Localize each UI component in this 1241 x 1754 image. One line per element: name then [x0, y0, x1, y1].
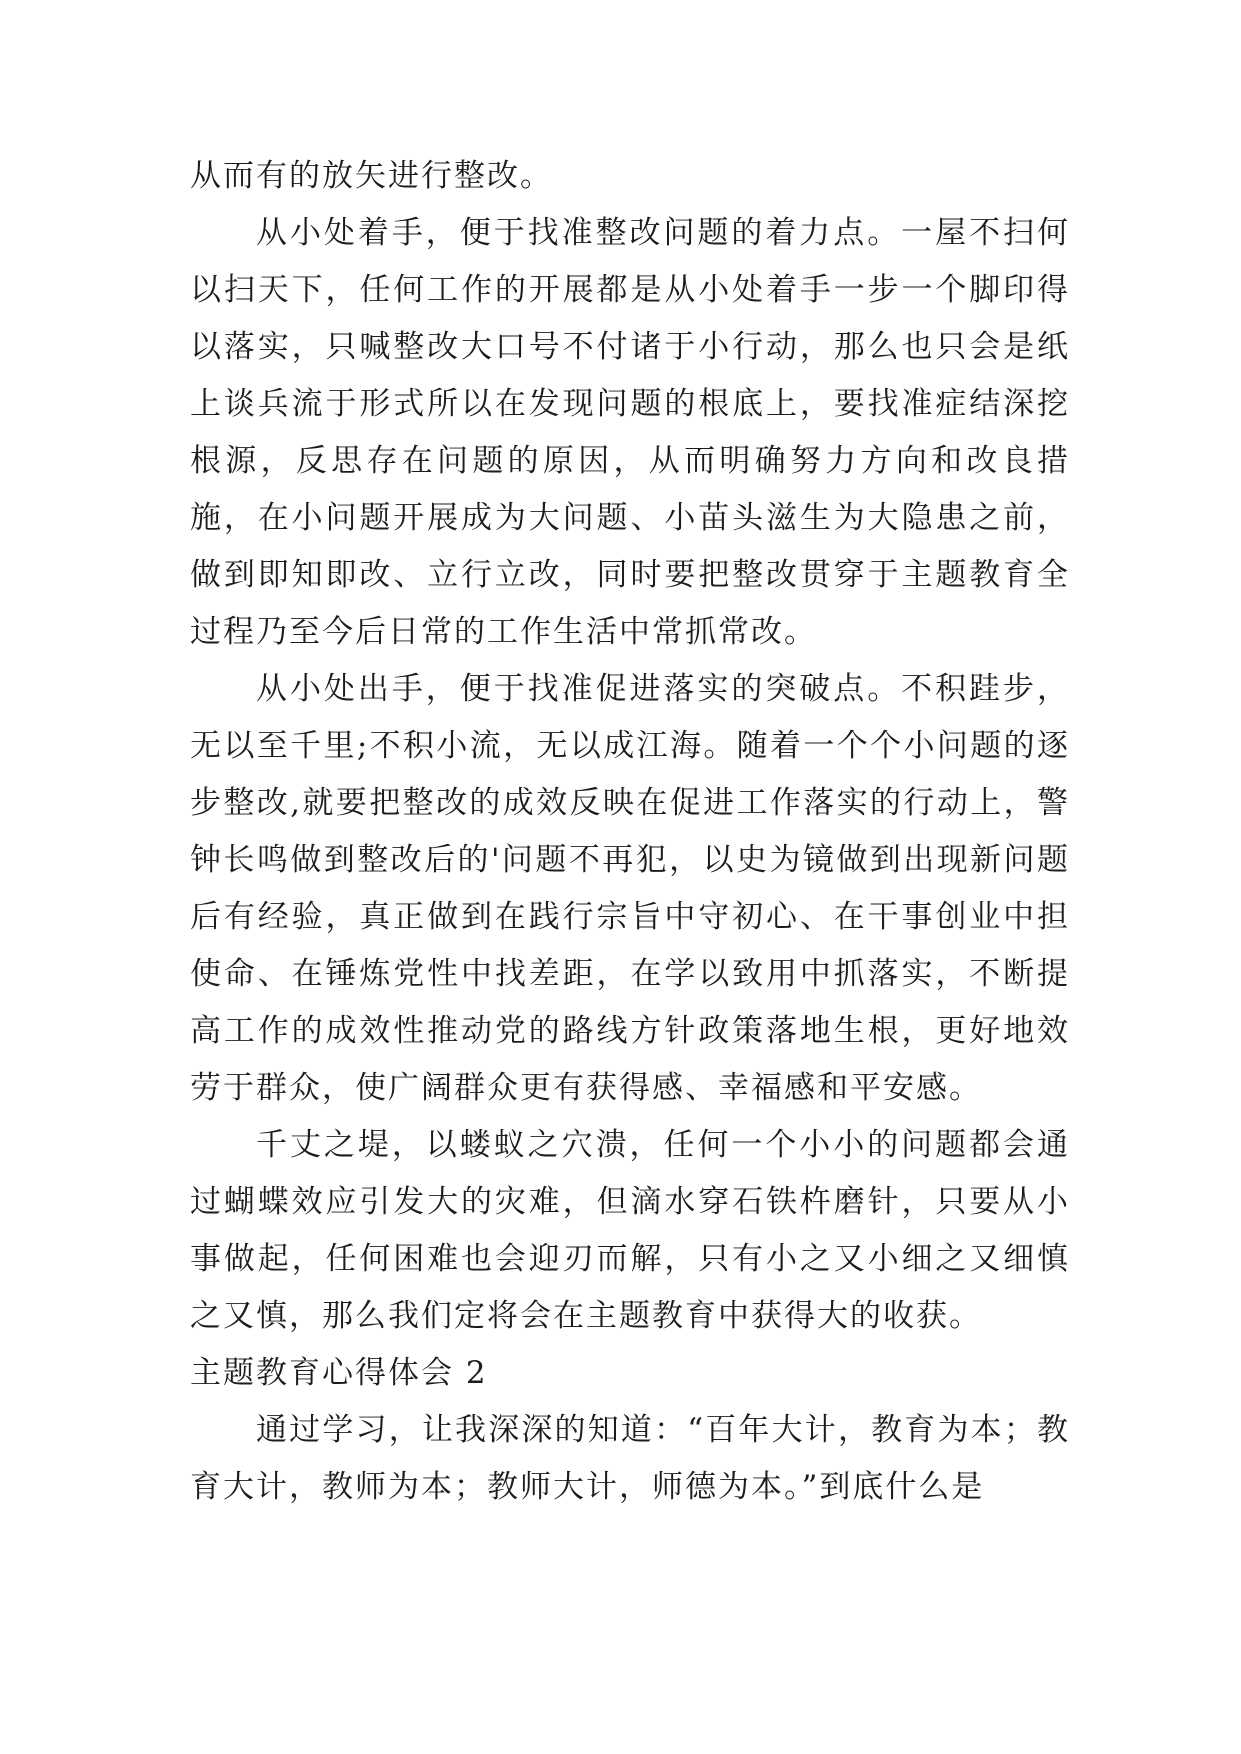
- paragraph-start-small: 从小处着手，便于找准整改问题的着力点。一屋不扫何以扫天下，任何工作的开展都是从小处着手一步一个脚印得以落实，只喊整改大口号不付诸于小行动，那么也只会是纸上谈兵流于形式所以在发现问题的根底上，要找准症结深挖根源，反思存在问题的原因，从而明确努力方向和改良措施，在小问题开展成为大问题、小苗头滋生为大隐患之前，做到即知即改、立行立改，同时要把整改贯穿于主题教育全过程乃至今后日常的工作生活中常抓常改。: [190, 215, 1070, 650]
- paragraph-closing: 通过学习，让我深深的知道：“百年大计，教育为本；教育大计，教师为本；教师大计，师德为本。”到底什么是: [190, 1412, 1070, 1505]
- document-body: [190, 148, 1070, 1516]
- paragraph-embankment: 千丈之堤，以蝼蚁之穴溃，任何一个小小的问题都会通过蝴蝶效应引发大的灾难，但滴水穿石铁杵磨针，只要从小事做起，任何困难也会迎刃而解，只有小之又小细之又细慎之又慎，那么我们定将会在主题教育中获得大的收获。: [190, 1127, 1070, 1334]
- paragraph-continuation: 从而有的放矢进行整改。: [190, 158, 553, 194]
- section-heading: 主题教育心得体会 2: [190, 1355, 488, 1391]
- paragraph-start-hand: 从小处出手，便于找准促进落实的突破点。不积跬步，无以至千里;不积小流，无以成江海。随着一个个小问题的逐步整改,就要把整改的成效反映在促进工作落实的行动上，警钟长鸣做到整改后的'问题不再犯，以史为镜做到出现新问题后有经验，真正做到在践行宗旨中守初心、在干事创业中担使命、在锤炼党性中找差距，在学以致用中抓落实，不断提高工作的成效性推动党的路线方针政策落地生根，更好地效劳于群众，使广阔群众更有获得感、幸福感和平安感。: [190, 671, 1070, 1106]
